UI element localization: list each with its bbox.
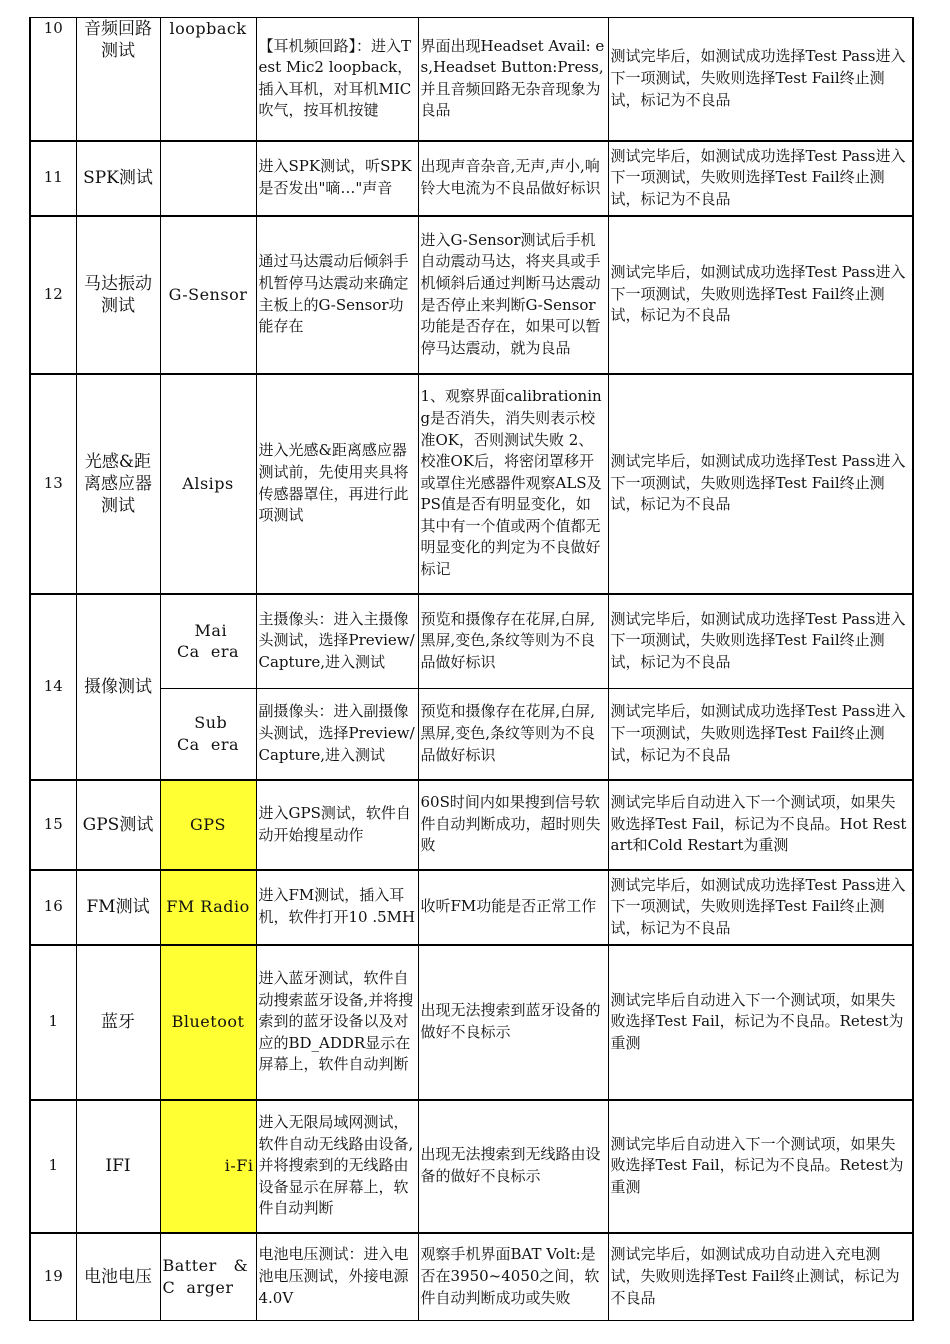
row-number: 15 [30, 780, 76, 870]
test-subitem: GPS [160, 780, 256, 870]
test-method: 【耳机频回路】：进入Test Mic2 loopback，插入耳机，对耳机MIC吹气，按耳机按键 [256, 18, 418, 141]
table-row [30, 870, 913, 945]
result-handling: 测试完毕后，如测试成功选择Test Pass进入下一项测试，失败则选择Test Fail终止测试，标记为不良品 [608, 141, 913, 216]
row-number: 1 [30, 945, 76, 1100]
test-subitem: G-Sensor [160, 216, 256, 374]
test-item: GPS测试 [76, 780, 160, 870]
test-procedure-sheet [29, 17, 912, 1320]
test-method: 进入无限局域网测试，软件自动无线路由设备,并将搜索到的无线路由设备显示在屏幕上，软件自动判断 [256, 1100, 418, 1233]
test-method: 进入光感&距离感应器测试前，先使用夹具将传感器罩住，再进行此项测试 [256, 374, 418, 594]
table-row [30, 216, 913, 374]
table-row [30, 780, 913, 870]
test-method: 主摄像头：进入主摄像头测试，选择Preview/Capture,进入测试 [256, 594, 418, 689]
row-number: 19 [30, 1233, 76, 1321]
judgement-criteria: 进入G-Sensor测试后手机自动震动马达，将夹具或手机倾斜后通过判断马达震动是否停止来判断G-Sensor功能是否存在，如果可以暂停马达震动，就为良品 [418, 216, 608, 374]
result-handling: 测试完毕后，如测试成功选择Test Pass进入下一项测试，失败则选择Test Fail终止测试，标记为不良品 [608, 216, 913, 374]
judgement-criteria: 收听FM功能是否正常工作 [418, 870, 608, 945]
test-item: 摄像测试 [76, 594, 160, 780]
test-subitem [160, 141, 256, 216]
test-subitem: Batter & C arger [160, 1233, 256, 1321]
row-number: 14 [30, 594, 76, 780]
result-handling: 测试完毕后自动进入下一个测试项，如果失败选择Test Fail，标记为不良品。Retest为重测 [608, 945, 913, 1100]
judgement-criteria: 界面出现Headset Avail: es,Headset Button:Press,并且音频回路无杂音现象为良品 [418, 18, 608, 141]
judgement-criteria: 1、观察界面calibrationing是否消失，消失则表示校准OK，否则测试失败 2、校准OK后，将密闭罩移开或罩住光感器件观察ALS及PS值是否有明显变化，如其中有一个值或两个值都无明显变化的判定为不良做好标记 [418, 374, 608, 594]
table-row [30, 594, 913, 689]
judgement-criteria: 出现无法搜索到蓝牙设备的做好不良标示 [418, 945, 608, 1100]
judgement-criteria: 出现声音杂音,无声,声小,响铃大电流为不良品做好标识 [418, 141, 608, 216]
judgement-criteria: 60S时间内如果搜到信号软件自动判断成功，超时则失败 [418, 780, 608, 870]
test-method: 副摄像头：进入副摄像头测试，选择Preview/Capture,进入测试 [256, 689, 418, 780]
test-item: FM测试 [76, 870, 160, 945]
test-item: IFI [76, 1100, 160, 1233]
test-subitem: FM Radio [160, 870, 256, 945]
result-handling: 测试完毕后，如测试成功选择Test Pass进入下一项测试，失败则选择Test Fail终止测试，标记为不良品 [608, 689, 913, 780]
row-number: 12 [30, 216, 76, 374]
test-item: 光感&距离感应器测试 [76, 374, 160, 594]
table-row [30, 1100, 913, 1233]
judgement-criteria: 观察手机界面BAT Volt:是否在3950~4050之间，软件自动判断成功或失败 [418, 1233, 608, 1321]
result-handling: 测试完毕后自动进入下一个测试项，如果失败选择Test Fail，标记为不良品。Hot Restart和Cold Restart为重测 [608, 780, 913, 870]
test-item: SPK测试 [76, 141, 160, 216]
judgement-criteria: 出现无法搜索到无线路由设备的做好不良标示 [418, 1100, 608, 1233]
table-row [30, 689, 913, 780]
judgement-criteria: 预览和摄像存在花屏,白屏,黑屏,变色,条纹等则为不良品做好标识 [418, 594, 608, 689]
result-handling: 测试完毕后，如测试成功自动进入充电测试，失败则选择Test Fail终止测试，标记为不良品 [608, 1233, 913, 1321]
row-number: 16 [30, 870, 76, 945]
test-method: 进入蓝牙测试，软件自动搜索蓝牙设备,并将搜索到的蓝牙设备以及对应的BD_ADDR显示在屏幕上，软件自动判断 [256, 945, 418, 1100]
test-subitem: Mai Ca era [160, 594, 256, 689]
test-item: 音频回路测试 [76, 18, 160, 141]
test-table [29, 17, 914, 1321]
result-handling: 测试完毕后，如测试成功选择Test Pass进入下一项测试，失败则选择Test Fail终止测试，标记为不良品 [608, 374, 913, 594]
row-number: 13 [30, 374, 76, 594]
result-handling: 测试完毕后，如测试成功选择Test Pass进入下一项测试，失败则选择Test Fail终止测试，标记为不良品 [608, 870, 913, 945]
test-method: 进入SPK测试，听SPK是否发出"嘀…"声音 [256, 141, 418, 216]
table-row [30, 141, 913, 216]
row-number: 11 [30, 141, 76, 216]
test-item: 马达振动测试 [76, 216, 160, 374]
test-method: 通过马达震动后倾斜手机暂停马达震动来确定主板上的G-Sensor功能存在 [256, 216, 418, 374]
table-row [30, 18, 913, 141]
test-subitem: Bluetoot [160, 945, 256, 1100]
test-subitem: loopback [160, 18, 256, 141]
test-item: 电池电压 [76, 1233, 160, 1321]
judgement-criteria: 预览和摄像存在花屏,白屏,黑屏,变色,条纹等则为不良品做好标识 [418, 689, 608, 780]
row-number: 1 [30, 1100, 76, 1233]
test-subitem: Alsips [160, 374, 256, 594]
row-number: 10 [30, 18, 76, 141]
table-row [30, 374, 913, 594]
test-method: 进入GPS测试，软件自动开始搜星动作 [256, 780, 418, 870]
test-item: 蓝牙 [76, 945, 160, 1100]
test-subitem: i-Fi [160, 1100, 256, 1233]
table-row [30, 1233, 913, 1321]
table-row [30, 945, 913, 1100]
result-handling: 测试完毕后，如测试成功选择Test Pass进入下一项测试，失败则选择Test Fail终止测试，标记为不良品 [608, 18, 913, 141]
test-subitem: Sub Ca era [160, 689, 256, 780]
result-handling: 测试完毕后自动进入下一个测试项，如果失败选择Test Fail，标记为不良品。Retest为重测 [608, 1100, 913, 1233]
test-method: 进入FM测试，插入耳机，软件打开10 .5MH [256, 870, 418, 945]
test-method: 电池电压测试：进入电池电压测试，外接电源4.0V [256, 1233, 418, 1321]
result-handling: 测试完毕后，如测试成功选择Test Pass进入下一项测试，失败则选择Test Fail终止测试，标记为不良品 [608, 594, 913, 689]
